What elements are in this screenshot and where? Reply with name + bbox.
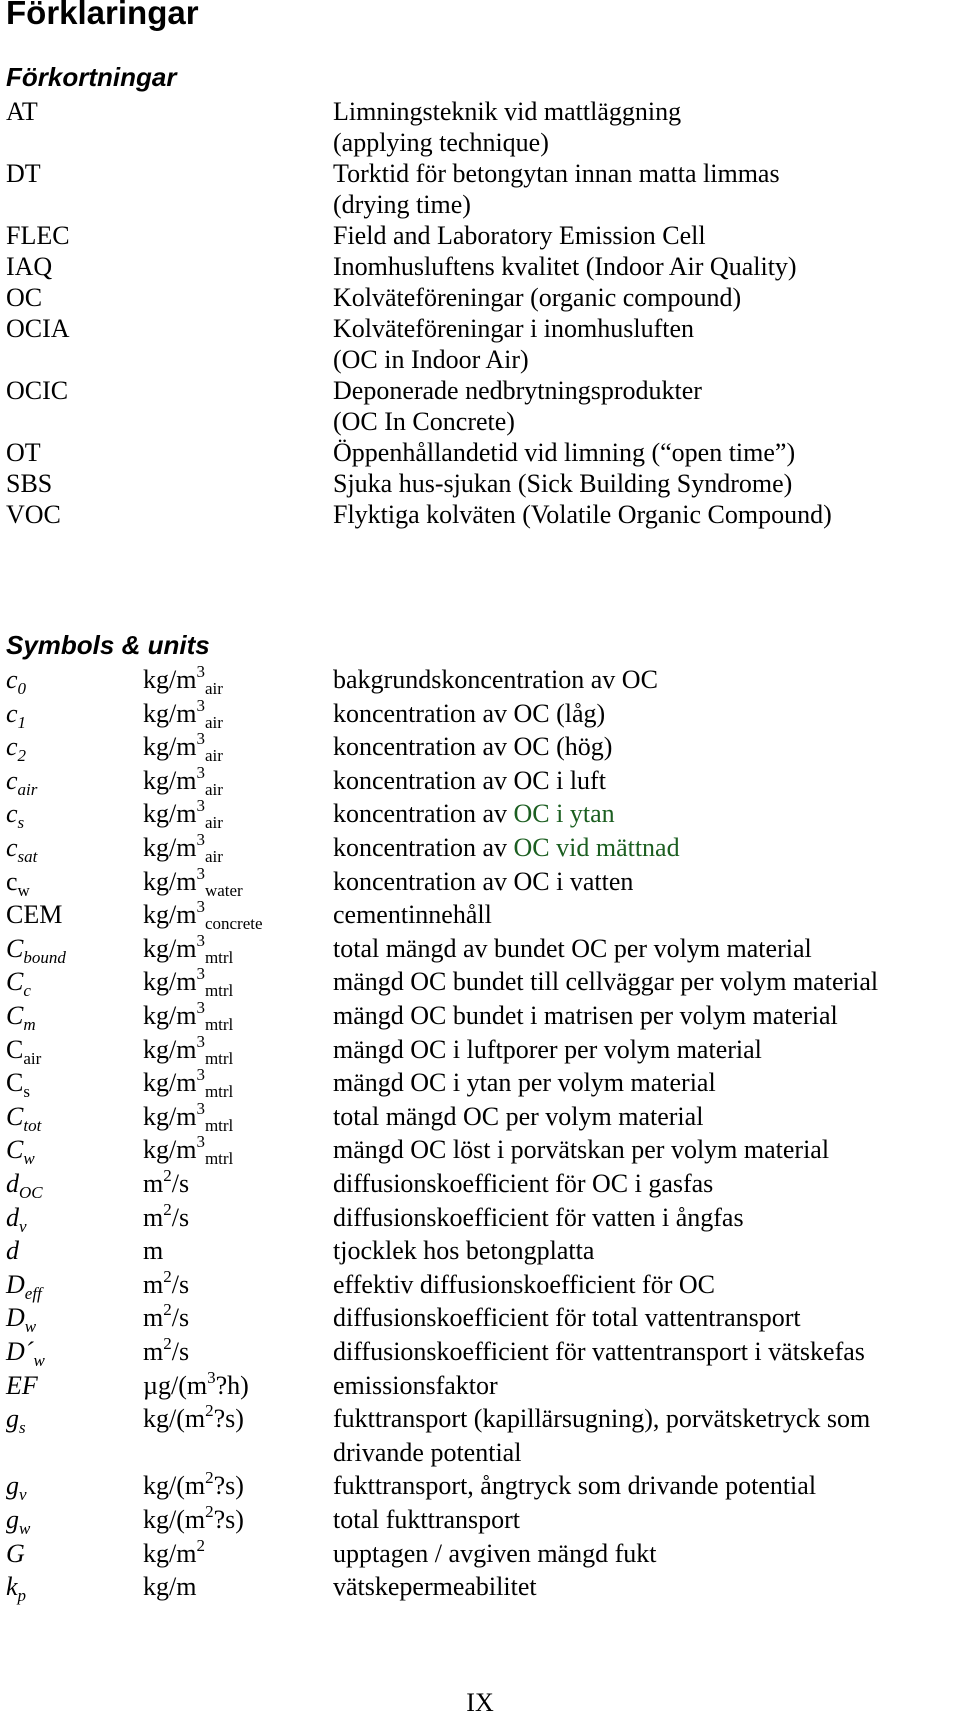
unit-superscript: 2	[205, 1401, 214, 1421]
symbol-subscript: w	[19, 1519, 31, 1538]
symbol-name: $D´_w$	[6, 1337, 45, 1370]
symbol-name: $D_{eff}$	[6, 1269, 42, 1303]
unit-subscript: air	[204, 746, 223, 766]
unit-superscript: 3	[196, 897, 205, 917]
symbol-subscript: v	[19, 1216, 27, 1236]
abbreviation-description: Sjuka hus-sjukan (Sick Building Syndrome)	[333, 469, 793, 498]
symbol-unit: $kg/m^3_{air}$	[143, 796, 223, 833]
symbol-row	[0, 930, 960, 967]
symbol-unit: $m^2/s$	[143, 1300, 190, 1333]
page-title: Förklaringar	[6, 0, 199, 31]
unit-superscript: 3	[196, 1132, 205, 1152]
unit-superscript: 3	[196, 964, 205, 984]
unit-subscript: mtrl	[204, 947, 234, 967]
symbol-unit: kg/m	[143, 1572, 197, 1602]
abbreviation-row	[0, 437, 960, 469]
unit-superscript: 2	[163, 1334, 172, 1353]
symbol-unit: $kg/m^3_{mtrl}$	[143, 1065, 234, 1102]
symbol-subscript: s	[23, 1082, 30, 1102]
unit-subscript: air	[204, 813, 223, 833]
symbol-description-highlight: OC i ytan	[513, 799, 615, 829]
abbreviation-description: Kolväteföreningar (organic compound)	[333, 283, 742, 312]
symbol-subscript: v	[19, 1485, 27, 1505]
unit-superscript: 2	[163, 1166, 172, 1185]
symbol-unit: $kg/m^3_{concrete}$	[143, 897, 263, 934]
symbol-row	[0, 1132, 960, 1169]
symbol-description: koncentration av OC (hög)	[333, 732, 613, 762]
unit-superscript: 3	[196, 695, 205, 715]
symbol-description: fukttransport, ångtryck som drivande potential	[333, 1471, 817, 1501]
symbols-heading: Symbols & units	[6, 630, 210, 660]
symbol-unit: $kg/m^3_{air}$	[143, 830, 223, 866]
symbol-description: drivande potential	[333, 1437, 522, 1467]
symbol-row	[0, 729, 960, 766]
symbol-row	[0, 1168, 960, 1200]
symbol-subscript: w	[23, 1149, 35, 1169]
symbol-row	[0, 796, 960, 833]
symbol-unit: $kg/m^3_{air}$	[143, 729, 223, 766]
symbol-row	[0, 1235, 960, 1267]
symbol-row	[0, 1468, 960, 1505]
symbol-name: d	[6, 1236, 19, 1266]
symbol-name: $C_{bound}$	[6, 933, 66, 967]
abbreviation-term: SBS	[6, 469, 53, 498]
symbol-name: $C_{tot}$	[6, 1101, 42, 1135]
abbreviation-term: OCIC	[6, 376, 69, 405]
unit-superscript: 3	[196, 1031, 205, 1051]
symbol-name: $c_1$	[6, 698, 27, 732]
abbreviation-row	[0, 406, 960, 438]
abbreviation-row	[0, 468, 960, 500]
symbol-unit: $m^2/s$	[143, 1199, 190, 1232]
unit-superscript: 3	[196, 830, 205, 849]
symbol-description: mängd OC i ytan per volym material	[333, 1068, 716, 1098]
symbol-subscript: eff	[24, 1283, 42, 1303]
unit-superscript: 2	[163, 1300, 172, 1320]
unit-superscript: 3	[196, 729, 205, 749]
symbol-description: koncentration av OC i vatten	[333, 866, 634, 896]
symbol-subscript: 1	[17, 712, 27, 732]
abbreviation-description: Inomhusluftens kvalitet (Indoor Air Quality)	[333, 252, 797, 281]
symbol-name: $C_{air}$	[6, 1034, 42, 1068]
symbol-row	[0, 1336, 960, 1368]
symbol-unit: $kg/m^3_{mtrl}$	[143, 1132, 234, 1169]
abbreviation-term: OCIA	[6, 314, 70, 343]
symbol-description: emissionsfaktor	[333, 1370, 498, 1400]
symbol-name: $D_w$	[6, 1303, 37, 1337]
unit-superscript: 2	[163, 1266, 172, 1286]
abbreviation-row	[0, 96, 960, 128]
abbreviation-description: Limningsteknik vid mattläggning	[333, 97, 682, 126]
abbreviation-description: Torktid för betongytan innan matta limmas	[333, 159, 780, 188]
symbol-description: mängd OC i luftporer per volym material	[333, 1034, 762, 1064]
abbreviation-description: Kolväteföreningar i inomhusluften	[333, 314, 695, 343]
symbol-row	[0, 1065, 960, 1102]
unit-superscript: 3	[196, 1065, 205, 1085]
symbol-unit: $kg/m^3_{mtrl}$	[143, 1098, 234, 1135]
symbol-unit: $kg/(m^2?s)$	[143, 1468, 244, 1501]
symbol-description: koncentration av OC (låg)	[333, 698, 606, 728]
footer-rule	[0, 1672, 960, 1673]
symbol-unit: $kg/m^3_{air}$	[143, 762, 223, 799]
abbreviation-term: IAQ	[6, 252, 53, 281]
unit-superscript: 3	[196, 863, 205, 883]
symbol-row	[0, 1571, 960, 1606]
symbol-unit: $m^2/s$	[143, 1166, 190, 1198]
symbol-description: diffusionskoefficient för total vattentransport	[333, 1303, 801, 1333]
symbol-row	[0, 897, 960, 934]
symbol-name: $c_0$	[6, 665, 27, 698]
symbol-unit: $kg/m^3_{mtrl}$	[143, 998, 234, 1034]
unit-subscript: mtrl	[204, 981, 234, 1001]
unit-superscript: 3	[196, 1098, 205, 1118]
symbol-subscript: m	[23, 1015, 36, 1034]
symbol-description: koncentration av OC vid mättnad	[333, 833, 680, 862]
symbol-name: $c_2$	[6, 732, 27, 766]
symbol-unit: $kg/m^3_{water}$	[143, 863, 243, 900]
unit-subscript: air	[204, 712, 223, 732]
abbreviation-description: Field and Laboratory Emission Cell	[333, 221, 706, 250]
symbol-name: $d_{OC}$	[6, 1169, 43, 1202]
abbreviation-row	[0, 499, 960, 531]
abbreviation-row	[0, 127, 960, 159]
unit-superscript: 3	[207, 1367, 216, 1387]
symbol-description: koncentration av OC i luft	[333, 765, 606, 795]
symbol-subscript: s	[19, 1418, 26, 1438]
symbol-row	[0, 1504, 960, 1536]
page-number: IX	[466, 1688, 494, 1717]
symbol-name: $c_{sat}$	[6, 833, 38, 866]
unit-subscript: air	[204, 847, 223, 866]
symbol-unit: $kg/m^3_{air}$	[143, 695, 223, 732]
unit-superscript: 2	[196, 1535, 205, 1555]
unit-subscript: water	[204, 880, 243, 900]
symbol-subscript: bound	[23, 947, 66, 967]
abbreviation-row	[0, 189, 960, 221]
unit-superscript: 2	[163, 1199, 172, 1219]
abbreviation-row	[0, 282, 960, 314]
abbreviation-term: OC	[6, 283, 43, 312]
unit-subscript: mtrl	[204, 1048, 234, 1068]
symbol-description: mängd OC bundet i matrisen per volym material	[333, 1001, 838, 1030]
symbol-description: cementinnehåll	[333, 900, 492, 930]
unit-superscript: 3	[196, 998, 205, 1017]
unit-subscript: mtrl	[204, 1115, 234, 1135]
symbol-row	[0, 832, 960, 864]
unit-subscript: mtrl	[204, 1015, 234, 1034]
symbol-subscript: air	[17, 779, 38, 799]
symbol-subscript: w	[24, 1317, 37, 1337]
symbol-subscript: c	[23, 981, 31, 1001]
unit-subscript: concrete	[204, 914, 263, 934]
symbol-description: diffusionskoefficient för vatten i ångfas	[333, 1202, 744, 1232]
symbol-name: $C_w$	[6, 1135, 35, 1169]
symbol-description: effektiv diffusionskoefficient för OC	[333, 1269, 715, 1299]
symbol-subscript: air	[23, 1048, 42, 1068]
symbol-unit: $m^2/s$	[143, 1266, 190, 1299]
symbol-name: CEM	[6, 900, 63, 930]
symbol-row	[0, 1367, 960, 1402]
symbol-row	[0, 1098, 960, 1135]
abbreviation-description: Deponerade nedbrytningsprodukter	[333, 376, 702, 405]
symbol-name: $k_p$	[6, 1572, 27, 1606]
abbreviation-row	[0, 344, 960, 376]
symbol-unit: m	[143, 1236, 164, 1266]
symbol-description: total mängd OC per volym material	[333, 1101, 704, 1131]
unit-subscript: mtrl	[204, 1149, 234, 1169]
abbreviation-term: FLEC	[6, 221, 70, 250]
symbol-row	[0, 1300, 960, 1337]
unit-superscript: 2	[205, 1468, 214, 1488]
symbol-description: fukttransport (kapillärsugning), porvätsketryck som	[333, 1404, 871, 1434]
abbreviation-term: DT	[6, 159, 41, 188]
abbreviation-description: Flyktiga kolväten (Volatile Organic Compound)	[333, 500, 832, 529]
abbreviations-heading: Förkortningar	[6, 62, 177, 92]
symbol-name: $g_w$	[6, 1505, 31, 1538]
symbol-unit: $kg/(m^2?s)$	[143, 1401, 244, 1434]
symbol-row-continuation	[0, 1437, 960, 1469]
symbol-name: $d_v$	[6, 1202, 27, 1236]
symbol-description: tjocklek hos betongplatta	[333, 1236, 595, 1266]
symbol-unit: $\mu g/(m^3?h)$	[143, 1367, 249, 1400]
symbol-description: mängd OC löst i porvätskan per volym material	[333, 1135, 830, 1165]
unit-subscript: air	[204, 779, 223, 799]
symbol-subscript: 2	[17, 746, 27, 766]
symbol-row	[0, 695, 960, 732]
symbol-row	[0, 762, 960, 799]
symbol-row	[0, 1266, 960, 1303]
unit-superscript: 3	[196, 930, 205, 950]
symbol-subscript: 0	[17, 679, 27, 698]
symbol-subscript: p	[17, 1586, 27, 1606]
symbol-subscript: tot	[23, 1115, 42, 1135]
abbreviation-row	[0, 220, 960, 252]
abbreviation-term: AT	[6, 97, 38, 126]
symbol-unit: $kg/m^3_{mtrl}$	[143, 930, 234, 967]
symbol-name: $g_s$	[6, 1404, 26, 1438]
symbol-row	[0, 1199, 960, 1236]
symbol-unit: $kg/m^2$	[143, 1535, 205, 1568]
abbreviation-row	[0, 375, 960, 407]
unit-superscript: 3	[196, 796, 205, 816]
symbol-unit: $kg/m^3_{mtrl}$	[143, 964, 234, 1001]
abbreviation-term: OT	[6, 438, 41, 467]
unit-superscript: 3	[196, 762, 205, 782]
symbol-row	[0, 1535, 960, 1570]
unit-superscript: 2	[205, 1502, 214, 1521]
abbreviation-row	[0, 158, 960, 190]
unit-superscript: 3	[196, 662, 205, 681]
symbol-name: $C_m$	[6, 1001, 36, 1034]
symbol-name: $c_s$	[6, 799, 25, 833]
symbol-description: diffusionskoefficient för OC i gasfas	[333, 1169, 714, 1198]
abbreviation-term: VOC	[6, 500, 61, 529]
symbol-unit: $kg/(m^2?s)$	[143, 1502, 244, 1534]
symbol-unit: $kg/m^3_{mtrl}$	[143, 1031, 234, 1068]
symbol-row	[0, 1000, 960, 1032]
symbol-name: $g_v$	[6, 1471, 27, 1505]
abbreviation-description: (applying technique)	[333, 128, 549, 157]
symbol-subscript: OC	[19, 1183, 43, 1202]
unit-subscript: mtrl	[204, 1082, 234, 1102]
symbol-name: $C_c$	[6, 967, 31, 1001]
symbol-description: bakgrundskoncentration av OC	[333, 665, 658, 694]
abbreviation-description: (drying time)	[333, 190, 471, 219]
symbol-subscript: s	[17, 813, 25, 833]
symbol-row	[0, 1401, 960, 1438]
symbol-row	[0, 664, 960, 696]
symbol-row	[0, 863, 960, 900]
symbol-description: koncentration av OC i ytan	[333, 799, 615, 829]
symbol-description: total fukttransport	[333, 1505, 521, 1534]
symbol-subscript: sat	[17, 847, 38, 866]
unit-subscript: air	[204, 679, 223, 698]
abbreviation-row	[0, 313, 960, 345]
symbol-description: diffusionskoefficient för vattentransport i vätskefas	[333, 1337, 865, 1366]
symbol-name: G	[6, 1538, 25, 1568]
abbreviation-description: (OC In Concrete)	[333, 407, 515, 436]
symbol-description: upptagen / avgiven mängd fukt	[333, 1538, 657, 1568]
symbol-subscript: w	[33, 1351, 45, 1370]
symbol-name: $c_w$	[6, 866, 30, 900]
abbreviation-description: (OC in Indoor Air)	[333, 345, 529, 374]
symbol-subscript: w	[17, 880, 30, 900]
symbol-name: $c_{air}$	[6, 765, 38, 799]
abbreviation-row	[0, 251, 960, 283]
symbol-description: mängd OC bundet till cellväggar per volym material	[333, 967, 879, 997]
symbol-name: $C_s$	[6, 1068, 30, 1102]
symbol-unit: $m^2/s$	[143, 1334, 190, 1366]
symbol-row	[0, 964, 960, 1001]
symbol-name: EF	[6, 1370, 38, 1400]
symbol-row	[0, 1031, 960, 1068]
symbol-unit: $kg/m^3_{air}$	[143, 662, 223, 698]
symbol-description: vätskepermeabilitet	[333, 1572, 537, 1602]
symbol-description-highlight: OC vid mättnad	[513, 833, 680, 862]
abbreviation-description: Öppenhållandetid vid limning (“open time”)	[333, 438, 796, 467]
symbol-description: total mängd av bundet OC per volym material	[333, 933, 812, 963]
